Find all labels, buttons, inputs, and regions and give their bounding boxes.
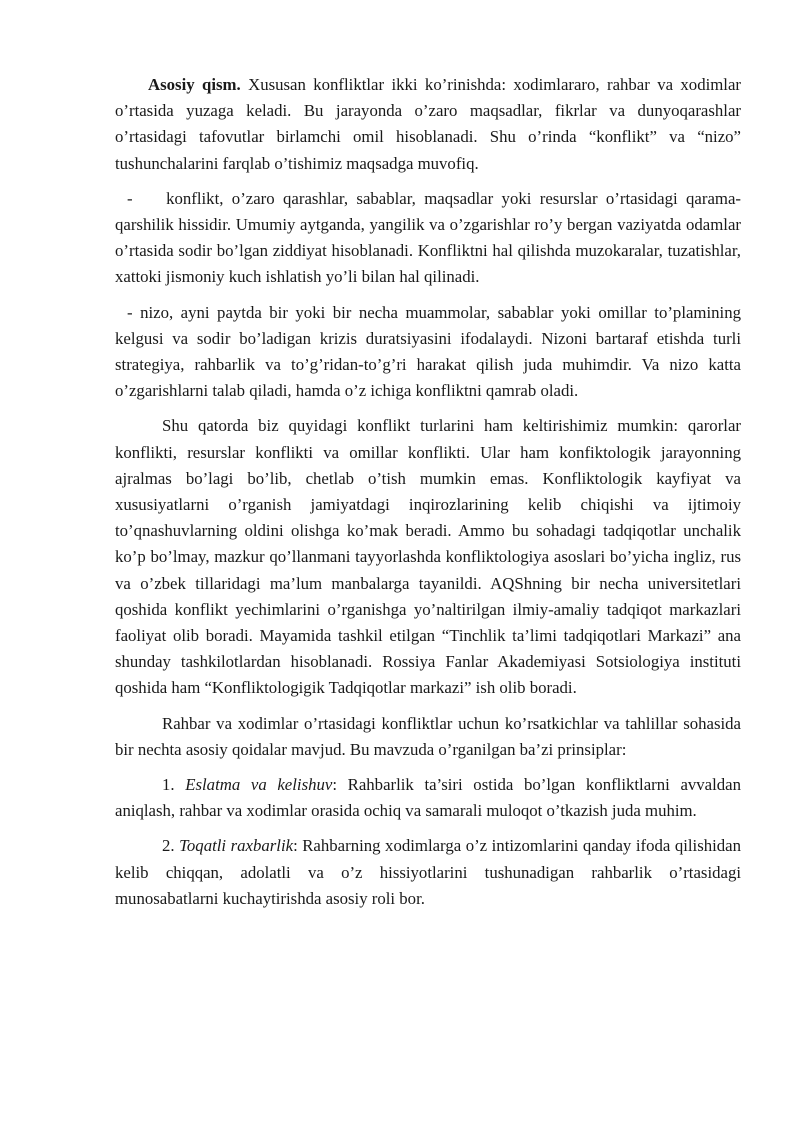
- intro-text: Xususan konfliktlar ikki ko’rinishda: xodimlararo, rahbar va xodimlar o’rtasida yuzaga keladi. Bu jarayonda o’zaro maqsadlar, fikrlar va dunyoqarashlar o’rtasidagi tafovutlar birlamchi omil hisoblanadi. Shu o’rinda “konflikt” va “nizo” tushunchalarini farqlab o’tishimiz maqsadga muvofiq.: [115, 75, 741, 173]
- definition-dash: -: [127, 188, 133, 208]
- definition-text: konflikt, o’zaro qarashlar, sabablar, maqsadlar yoki resurslar o’rtasidagi qarama-qarshilik hissidir. Umumiy aytganda, yangilik va o’zgarishlar ro’y bergan vaziyatda odamlar o’rtasida sodir bo’lgan ziddiyat hisoblanadi. Konfliktni hal qilishda muzokaralar, tuzatishlar, xattoki jismoniy kuch ishlatish yo’li bilan hal qilinadi.: [115, 188, 742, 287]
- definition-nizo: [115, 300, 741, 405]
- principle-term: Toqatli raxbarlik: [179, 836, 294, 856]
- principle-item: [115, 772, 741, 824]
- principle-number: 1.: [162, 775, 175, 795]
- principle-text: : Rahbarlik ta’siri ostida bo’lgan konfliktlarni avvaldan aniqlash, rahbar va xodimlar orasida ochiq va samarali muloqot o’tkazish juda muhim.: [115, 775, 742, 821]
- definition-text: nizo, ayni paytda bir yoki bir necha muammolar, sabablar yoki omillar to’plamining kelgusi va sodir bo’ladigan krizis duratsiyasini ifodalaydi. Nizoni bartaraf etishda turli strategiya, rahbarlik va to’g’ridan-to’g’ri harakat qilish juda muhimdir. Va nizo katta o’zgarishlarni talab qiladi, hamda o’z ichiga konfliktni qamrab oladi.: [115, 302, 741, 401]
- intro-paragraph: [115, 72, 741, 177]
- document-page: [115, 72, 741, 921]
- definition-dash: -: [127, 302, 133, 322]
- definition-konflikt: [115, 186, 741, 291]
- principle-item: [115, 833, 741, 912]
- principle-term: Eslatma va kelishuv: [185, 775, 333, 795]
- section-heading: Asosiy qism.: [148, 75, 241, 94]
- principle-text: : Rahbarning xodimlarga o’z intizomlarini qanday ifoda qilishidan kelib chiqqan, adolatli va o’z hissiyotlarini tushunadigan rahbarlik o’rtasidagi munosabatlarni kuchaytirishda asosiy roli bor.: [115, 836, 742, 908]
- principle-number: 2.: [162, 836, 175, 856]
- body-paragraph: Shu qatorda biz quyidagi konflikt turlarini ham keltirishimiz mumkin: qarorlar konflikti, resurslar konflikti va omillar konflikti. Ular ham konfiktologik jarayonning ajralmas bo’lagi bo’lib, chetlab o’tish mumkin emas. Konfliktologik kayfiyat va xususiyatlarni o’rganish jamiyatdagi inqirozlarining kelib chiqishi va ijtimoiy to’qnashuvlarning oldini olishga ko’mak beradi. Ammo bu sohadagi tadqiqotlar unchalik ko’p bo’lmay, mazkur qo’llanmani tayyorlashda konfliktologiya asoslari bo’yicha ingliz, rus va o’zbek tillaridagi ma’lum manbalarga tayanildi. AQShning bir necha universitetlari qoshida konflikt yechimlarini o’rganishga yo’naltirilgan ilmiy-amaliy tadqiqot markazlari faoliyat olib boradi. Mayamida tashkil etilgan “Tinchlik ta’limi tadqiqotlari Markazi” ana shunday tashkilotlardan hisoblanadi. Rossiya Fanlar Akademiyasi Sotsiologiya instituti qoshida ham “Konfliktologigik Tadqiqotlar markazi” ish olib boradi.: [115, 416, 741, 698]
- body-paragraph: Rahbar va xodimlar o’rtasidagi konfliktlar uchun ko’rsatkichlar va tahlillar sohasida bir nechta asosiy qoidalar mavjud. Bu mavzuda o’rganilgan ba’zi prinsiplar:: [115, 713, 741, 759]
